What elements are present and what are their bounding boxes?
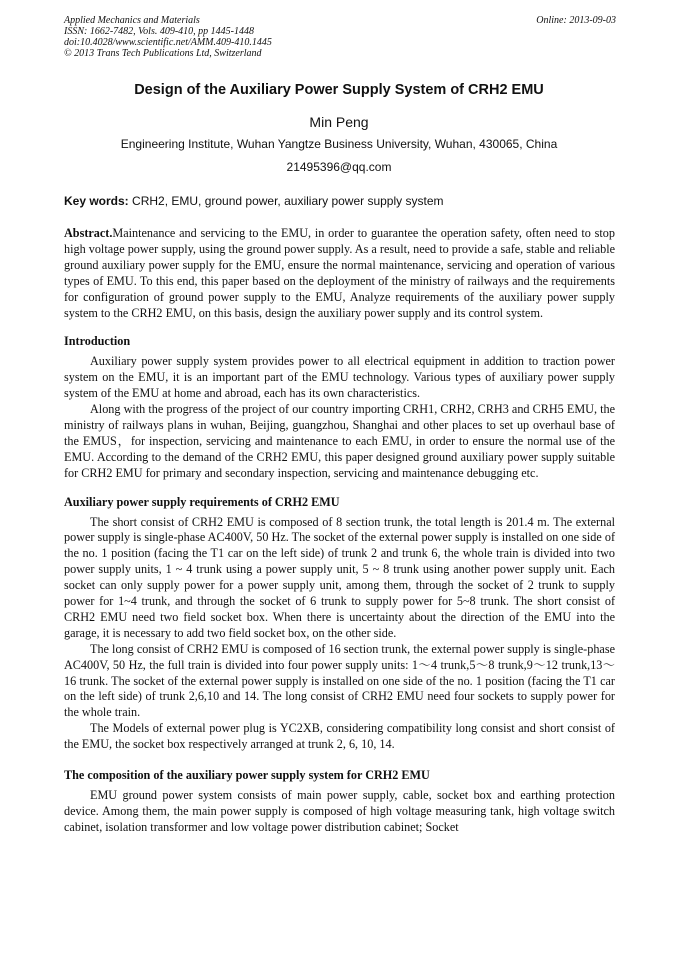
keywords-text: CRH2, EMU, ground power, auxiliary power supply system (132, 194, 444, 208)
paragraph: Auxiliary power supply system provides power to all electrical equipment in addition to traction power system on the EMU, it is an important part of the EMU technology. Various types of auxiliary power supply system of the EMU at home and abroad, each has its own characteristics. (64, 354, 615, 401)
abstract (64, 226, 615, 321)
paper-title: Design of the Auxiliary Power Supply System of CRH2 EMU (134, 82, 544, 98)
author-email: 21495396@qq.com (286, 160, 392, 174)
paragraph: The long consist of CRH2 EMU is composed of 16 section trunk, the external power supply is single-phase AC400V, 50 Hz, the full train is divided into four power supply units: 1～4 trunk,5～8 trunk,9～12 trunk,13～16 trunk. The socket of the external power supply is installed on one side of the no. 1 position (facing the T1 car on the left side) of trunk 2,6,10 and 14. The long consist of CRH2 EMU need four sockets to supply power for the whole train. (64, 641, 615, 720)
section-heading-introduction: Introduction (64, 334, 131, 349)
journal-header (64, 15, 616, 59)
section-heading-requirements: Auxiliary power supply requirements of CRH2 EMU (64, 494, 340, 509)
paragraph: The short consist of CRH2 EMU is composed of 8 section trunk, the total length is 201.4 m. The external power supply is single-phase AC400V, 50 Hz. The socket of the external power supply is installed on one side of the no. 1 position (facing the T1 car on the left side) of trunk 2 and trunk 6, the whole train is divided into two power supply units, 1 ~ 4 trunk using a power supply unit, 5 ~ 8 trunk using another power supply unit. Each socket can only supply power for a power supply unit, among them, through the socket of 2 trunk to supply power for 1~4 trunk, and through the socket of 6 trunk to supply power for 5~8 trunk. The short consist of CRH2 EMU need two field socket box. When there is uncertainty about the direction of the EMU into the garage, it is necessary to add two field socket box, on the other side. (64, 514, 615, 640)
online-date: Online: 2013-09-03 (536, 15, 616, 26)
paper-body (64, 226, 615, 836)
abstract-text: Maintenance and servicing to the EMU, in order to guarantee the operation safety, often need to stop high voltage power supply, using the ground power supply. As a result, need to provide a safe, stable and reliable ground auxiliary power supply for the EMU, ensure the normal maintenance, servicing and operation of various types of EMU. To this end, this paper based on the deployment of the ministry of railways and the requirements for configuration of ground power supply to the EMU, Analyze requirements of the auxiliary power supply system to the CRH2 EMU, on this basis, design the auxiliary power supply and its control system. (64, 226, 615, 320)
keywords-label: Key words: (64, 194, 129, 208)
paragraph: EMU ground power system consists of main power supply, cable, socket box and earthing protection device. Among them, the main power supply is composed of high voltage measuring tank, high voltage switch cabinet, isolation transformer and low voltage power distribution cabinet; Socket (64, 788, 615, 834)
author-affiliation: Engineering Institute, Wuhan Yangtze Business University, Wuhan, 430065, China (120, 137, 558, 151)
abstract-label: Abstract. (64, 226, 113, 240)
paragraph: Along with the progress of the project of our country importing CRH1, CRH2, CRH3 and CRH5 EMU, the ministry of railways plans in wuhan, Beijing, guangzhou, Shanghai and other places to set up overhaul base of the EMUS，for inspection, servicing and maintenance to each EMU, in order to ensure the normal use of the EMU. According to the demand of the CRH2 EMU, this paper designed ground auxiliary power supply suitable for CRH2 EMU for primary and secondary inspection, servicing and maintenance debugging etc. (64, 402, 615, 480)
issn-line: ISSN: 1662-7482, Vols. 409-410, pp 1445-1448 (64, 26, 254, 37)
copyright-line: © 2013 Trans Tech Publications Ltd, Switzerland (64, 48, 262, 59)
paragraph: The Models of external power plug is YC2XB, considering compatibility long consist and short consist of the EMU, the socket box respectively arranged at trunk 2, 6, 10, 14. (64, 721, 615, 752)
author-name: Min Peng (309, 114, 369, 130)
journal-name: Applied Mechanics and Materials (64, 15, 200, 26)
section-heading-composition: The composition of the auxiliary power supply system for CRH2 EMU (64, 768, 430, 783)
keywords (64, 194, 616, 208)
doi-line: doi:10.4028/www.scientific.net/AMM.409-410.1445 (64, 37, 272, 48)
